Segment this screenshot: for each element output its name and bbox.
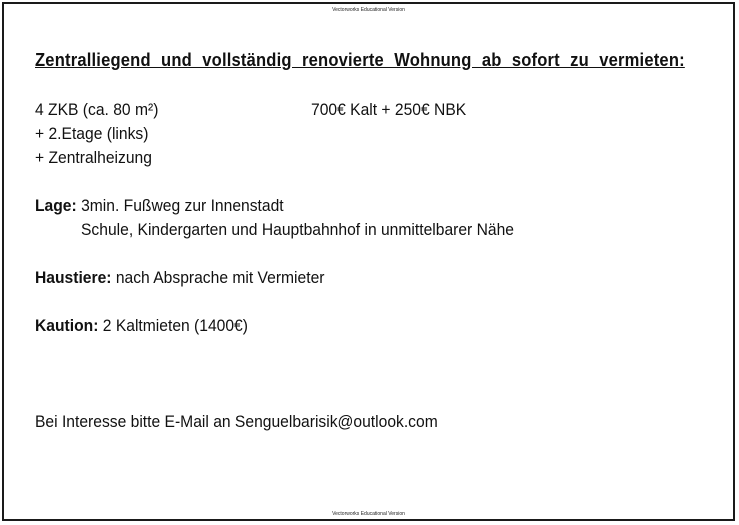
heating-line: + Zentralheizung <box>35 148 152 167</box>
location-label: Lage: <box>35 196 77 215</box>
floor-line: + 2.Etage (links) <box>35 124 149 143</box>
document-sheet <box>2 2 735 521</box>
deposit-label: Kaution: <box>35 316 99 335</box>
deposit-value: 2 Kaltmieten (1400€) <box>102 316 248 335</box>
location-line-1 <box>35 194 670 218</box>
deposit-line <box>35 314 670 338</box>
location-line-2: Schule, Kindergarten und Hauptbahnhof in unmittelbarer Nähe <box>81 220 515 239</box>
watermark-bottom: Vectorworks Educational Version <box>332 511 405 517</box>
watermark-top: Vectorworks Educational Version <box>332 7 405 13</box>
spec-block <box>35 98 670 170</box>
listing-headline: Zentralliegend und vollständig renovierte Wohnung ab sofort zu vermieten: <box>35 50 685 70</box>
rooms-line: 4 ZKB (ca. 80 m²) <box>35 100 159 119</box>
pets-label: Haustiere: <box>35 268 112 287</box>
pets-line <box>35 266 670 290</box>
contact-line: Bei Interesse bitte E-Mail an Senguelbarisik@outlook.com <box>35 412 438 431</box>
pets-value: nach Absprache mit Vermieter <box>115 268 325 287</box>
price-line: 700€ Kalt + 250€ NBK <box>311 100 467 119</box>
location-value-1: 3min. Fußweg zur Innenstadt <box>81 196 284 215</box>
listing-content <box>35 48 685 434</box>
location-block <box>35 194 670 242</box>
